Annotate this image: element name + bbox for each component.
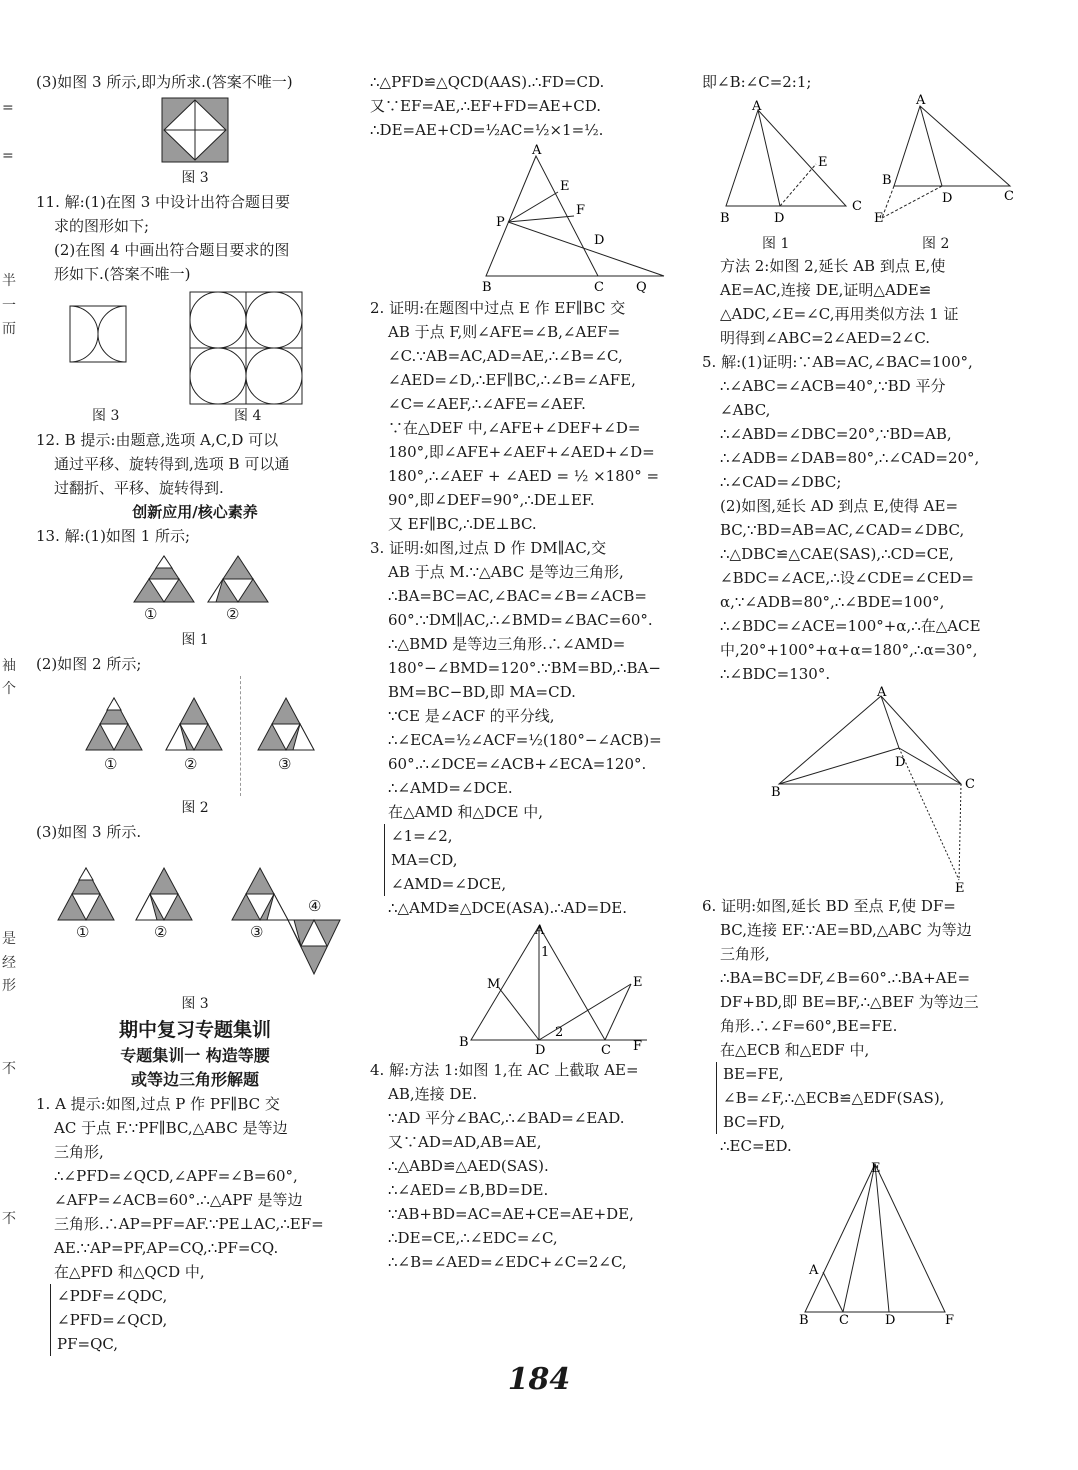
triangle-figure-1: [36, 548, 354, 628]
svg-text:B: B: [799, 1313, 809, 1328]
text-line: ∠AMD=∠DCE,: [391, 875, 507, 893]
text-line: ∴BA=BC=AC,∠BAC=∠B=∠ACB=: [388, 587, 647, 605]
caption-row: [702, 232, 1028, 254]
label-circled-2: ②: [184, 755, 198, 773]
svg-text:A: A: [535, 923, 545, 938]
text-line: AB 于点 F,则∠AFE=∠B,∠AEF=: [388, 323, 621, 341]
text-line: ∴DE=AE+CD=½AC=½×1=½.: [370, 121, 604, 139]
equilateral-triangle-diagram: [419, 922, 643, 1058]
triangle-pattern: [256, 696, 316, 752]
text-line: PF=QC,: [57, 1335, 119, 1353]
chapter-title: 期中复习专题集训: [118, 1019, 271, 1041]
text-line: 角形.∴∠F=60°,BE=FE.: [720, 1017, 898, 1035]
label-circled-1: ①: [104, 755, 118, 773]
text-line: ∴∠AED=∠B,BD=DE.: [388, 1181, 549, 1199]
text-line: 三角形.∴AP=PF=AF.∵PE⊥AC,∴EF=: [54, 1215, 324, 1233]
page-number: 184: [507, 1362, 571, 1397]
svg-text:D: D: [774, 211, 785, 226]
text-line: ∴△AMD≌△DCE(ASA).∴AD=DE.: [388, 899, 627, 917]
text-line: (2)如图,延长 AD 到点 E,使得 AE=: [720, 497, 959, 515]
text-line: 通过平移、旋转得到,选项 B 可以通: [54, 455, 290, 473]
triangle-pattern: [132, 554, 196, 604]
edge-char: 一: [2, 298, 16, 314]
text-line: AE=AC,连接 DE,证明△ADE≌: [720, 281, 932, 299]
triangle-apq-diagram: [404, 144, 654, 294]
svg-text:B: B: [771, 785, 781, 800]
arc-square-figure: [68, 304, 130, 366]
text-line: BE=FE,: [723, 1065, 784, 1083]
figure-row: [36, 286, 354, 404]
triangle-pattern: [206, 554, 270, 604]
square-pattern-figure: [160, 96, 230, 164]
text-line: 13. 解:(1)如图 1 所示;: [36, 527, 191, 545]
caption-row: [36, 404, 354, 428]
text-line: ∴△PFD≌△QCD(AAS).∴FD=CD.: [370, 73, 605, 91]
text-line: 3. 证明:如图,过点 D 作 DM∥AC,交: [370, 539, 607, 557]
text-line: 又∵AD=AD,AB=AE,: [388, 1133, 542, 1151]
text-line: 60°.∴∠DCE=∠ACB+∠ECA=120°.: [388, 755, 647, 773]
text-line: 6. 证明:如图,延长 BD 至点 F,使 DF=: [702, 897, 956, 915]
svg-text:C: C: [852, 199, 862, 214]
svg-text:C: C: [601, 1043, 611, 1058]
label-circled-3: ③: [278, 755, 292, 773]
text-line: BC,连接 EF.∵AE=BD,△ABC 为等边: [720, 921, 972, 939]
svg-text:D: D: [885, 1313, 896, 1328]
figure-caption: 图 3: [92, 408, 120, 424]
text-line: ∵AB+BD=AC=AE+CE=AE+DE,: [388, 1205, 634, 1223]
triangle-pattern: [56, 866, 116, 922]
figure-caption: 图 2: [922, 236, 950, 252]
svg-text:E: E: [560, 179, 570, 194]
text-line: ∴EC=ED.: [720, 1137, 792, 1155]
text-line: ∵AD 平分∠BAC,∴∠BAD=∠EAD.: [388, 1109, 625, 1127]
svg-text:2: 2: [555, 1025, 564, 1040]
text-line: 90°,即∠DEF=90°,∴DE⊥EF.: [388, 491, 595, 509]
text-line: ∵在△DEF 中,∠AFE+∠DEF+∠D=: [388, 419, 641, 437]
svg-text:F: F: [633, 1039, 643, 1054]
brace-group: [384, 824, 688, 896]
text-line: (3)如图 3 所示,即为所求.(答案不唯一): [36, 73, 293, 91]
text-line: 在△AMD 和△DCE 中,: [388, 803, 544, 821]
text-line: DF+BD,即 BE=BF,∴△BEF 为等边三: [720, 993, 979, 1011]
text-line: 12. B 提示:由题意,选项 A,C,D 可以: [36, 431, 279, 449]
svg-text:E: E: [818, 155, 828, 170]
svg-text:1: 1: [541, 945, 550, 960]
text-line: ∴∠BDC=130°.: [720, 665, 831, 683]
edge-char: =: [2, 148, 14, 164]
triangle-abcde-diagram: [745, 685, 985, 896]
svg-text:A: A: [809, 1263, 819, 1278]
figure-caption: 图 1: [181, 632, 209, 648]
figure-caption: 图 3: [181, 170, 209, 186]
text-line: ∴∠ABD=∠DBC=20°,∵BD=AB,: [720, 425, 952, 443]
triangle-abc-fig1: [716, 98, 866, 224]
section-heading: 创新应用/核心素养: [132, 503, 258, 521]
figure-caption: 图 4: [234, 408, 262, 424]
label-circled-1: ①: [76, 923, 90, 941]
text-line: ∵CE 是∠ACF 的平分线,: [388, 707, 555, 725]
text-line: 中,20°+100°+α+α=180°,∴α=30°,: [720, 641, 978, 659]
circles-square-figure: [188, 290, 304, 406]
text-line: 三角形,: [54, 1143, 104, 1161]
svg-text:B: B: [459, 1035, 469, 1050]
text-line: ∠ABC,: [720, 401, 771, 419]
svg-text:F: F: [945, 1313, 955, 1328]
edge-char: 而: [2, 321, 16, 337]
text-line: 1. A 提示:如图,过点 P 作 PF∥BC 交: [36, 1095, 280, 1113]
text-line: ∠C.∵AB=AC,AD=AE,∴∠B=∠C,: [388, 347, 623, 365]
text-line: 又∵EF=AE,∴EF+FD=AE+CD.: [370, 97, 602, 115]
label-circled-4: ④: [308, 897, 322, 915]
text-line: BM=BC−BD,即 MA=CD.: [388, 683, 576, 701]
text-line: ∴DE=CE,∴∠EDC=∠C,: [388, 1229, 558, 1247]
figure-caption: 图 2: [181, 800, 209, 816]
column-3: [702, 70, 1028, 1326]
svg-text:A: A: [532, 143, 542, 158]
svg-text:F: F: [576, 203, 586, 218]
brace-group: [50, 1284, 354, 1356]
text-line: ∠B=∠F,∴△ECB≌△EDF(SAS),: [723, 1089, 945, 1107]
edge-char: 不: [2, 1061, 16, 1077]
svg-text:B: B: [882, 173, 892, 188]
text-line: 三角形,: [720, 945, 770, 963]
text-line: 60°.∵DM∥AC,∴∠BMD=∠BAC=60°.: [388, 611, 653, 629]
text-line: ∠AFP=∠ACB=60°.∴△APF 是等边: [54, 1191, 303, 1209]
svg-text:E: E: [633, 975, 643, 990]
subtitle: 或等边三角形解题: [130, 1070, 259, 1089]
text-line: ∠C=∠AEF,∴∠AFE=∠AEF.: [388, 395, 586, 413]
svg-text:D: D: [895, 755, 906, 770]
figure-row: [702, 94, 1028, 232]
triangle-figure-2: [36, 676, 354, 796]
text-line: ∴∠AMD=∠DCE.: [388, 779, 513, 797]
column-2: [370, 70, 688, 1274]
edge-char: 袖: [2, 658, 16, 674]
svg-text:A: A: [877, 685, 887, 700]
subtitle: 专题集训一 构造等腰: [120, 1046, 270, 1065]
label-circled-3: ③: [250, 923, 264, 941]
edge-char: 经: [2, 955, 16, 971]
text-line: 2. 证明:在题图中过点 E 作 EF∥BC 交: [370, 299, 626, 317]
svg-text:E: E: [955, 881, 965, 896]
text-line: ∴BA=BC=DF,∠B=60°.∴BA+AE=: [720, 969, 971, 987]
text-line: 5. 解:(1)证明:∵AB=AC,∠BAC=100°,: [702, 353, 973, 371]
text-line: 180°,即∠AFE+∠AEF+∠AED+∠D=: [388, 443, 655, 461]
text-line: △ADC,∠E=∠C,再用类似方法 1 证: [720, 305, 959, 323]
label-circled-2: ②: [226, 605, 240, 623]
text-line: 即∠B:∠C=2:1;: [702, 73, 812, 91]
triangle-pattern: [134, 866, 194, 922]
text-line: 在△PFD 和△QCD 中,: [54, 1263, 205, 1281]
text-line: (2)如图 2 所示;: [36, 655, 142, 673]
text-line: ∴∠B=∠AED=∠EDC+∠C=2∠C,: [388, 1253, 627, 1271]
text-line: ∴∠ECA=½∠ACF=½(180°−∠ACB)=: [388, 731, 662, 749]
text-line: ∴△BMD 是等边三角形.∴∠AMD=: [388, 635, 626, 653]
text-line: ∠1=∠2,: [391, 827, 453, 845]
edge-char: 不: [2, 1211, 16, 1227]
triangle-pattern: [164, 696, 224, 752]
svg-text:C: C: [839, 1313, 849, 1328]
svg-text:E: E: [874, 211, 884, 226]
svg-text:M: M: [487, 977, 501, 992]
text-line: ∴∠BDC=∠ACE=100°+α,∴在△ACE: [720, 617, 981, 635]
triangle-pattern: [84, 696, 144, 752]
svg-text:D: D: [942, 191, 953, 206]
text-line: ∴∠ABC=∠ACB=40°,∵BD 平分: [720, 377, 946, 395]
label-circled-1: ①: [144, 605, 158, 623]
svg-text:P: P: [496, 215, 505, 230]
text-line: α,∵∠ADB=80°,∴∠BDE=100°,: [720, 593, 945, 611]
text-line: 在△ECB 和△EDF 中,: [720, 1041, 870, 1059]
text-line: ∠BDC=∠ACE,∴设∠CDE=∠CED=: [720, 569, 974, 587]
text-line: 180°−∠BMD=120°.∵BM=BD,∴BA−: [388, 659, 661, 677]
text-line: ∴△ABD≌△AED(SAS).: [388, 1157, 549, 1175]
triangle-pattern-pair: [230, 866, 342, 978]
svg-text:A: A: [752, 99, 762, 114]
text-line: 180°,∴∠AEF + ∠AED = ½ ×180° =: [388, 467, 660, 485]
edge-char: 是: [2, 931, 16, 947]
text-line: ∠PFD=∠QCD,: [57, 1311, 168, 1329]
svg-text:A: A: [916, 93, 926, 108]
text-line: ∠AED=∠D,∴EF∥BC,∴∠B=∠AFE,: [388, 371, 636, 389]
text-line: 11. 解:(1)在图 3 中设计出符合题目要: [36, 193, 291, 211]
text-line: ∴∠PFD=∠QCD,∠APF=∠B=60°,: [54, 1167, 298, 1185]
triangle-figure-3: [36, 844, 354, 992]
text-line: AE.∵AP=PF,AP=CQ,∴PF=CQ.: [54, 1239, 279, 1257]
text-line: AB 于点 M.∵△ABC 是等边三角形,: [388, 563, 624, 581]
figure-caption: 图 1: [762, 236, 790, 252]
svg-text:E: E: [871, 1161, 881, 1176]
text-line: 又 EF∥BC,∴DE⊥BC.: [388, 515, 537, 533]
triangle-abc-fig2: [870, 94, 1020, 226]
divider: [240, 676, 241, 796]
brace-group: [716, 1062, 1028, 1134]
edge-char: =: [2, 100, 14, 116]
svg-text:C: C: [594, 280, 604, 295]
figure-caption: 图 3: [181, 996, 209, 1012]
svg-text:D: D: [594, 233, 605, 248]
text-line: 4. 解:方法 1:如图 1,在 AC 上截取 AE=: [370, 1061, 639, 1079]
label-circled-2: ②: [154, 923, 168, 941]
text-line: ∴△DBC≌△CAE(SAS),∴CD=CE,: [720, 545, 954, 563]
text-line: 求的图形如下;: [54, 217, 150, 235]
svg-text:C: C: [1004, 189, 1014, 204]
svg-text:Q: Q: [636, 280, 647, 295]
text-line: BC=FD,: [723, 1113, 786, 1131]
text-line: 方法 2:如图 2,延长 AB 到点 E,使: [720, 257, 946, 275]
edge-char: 个: [2, 681, 16, 697]
text-line: ∴∠ADB=∠DAB=80°,∴∠CAD=20°,: [720, 449, 980, 467]
text-line: (3)如图 3 所示.: [36, 823, 142, 841]
text-line: ∴∠CAD=∠DBC;: [720, 473, 842, 491]
column-1: [36, 70, 354, 1356]
svg-text:B: B: [720, 211, 730, 226]
text-line: 明得到∠ABC=2∠AED=2∠C.: [720, 329, 931, 347]
text-line: AC 于点 F.∵PF∥BC,△ABC 是等边: [54, 1119, 288, 1137]
svg-text:D: D: [535, 1043, 546, 1058]
text-line: 形如下.(答案不唯一): [54, 265, 191, 283]
text-line: (2)在图 4 中画出符合题目要求的图: [54, 241, 290, 259]
svg-text:B: B: [482, 280, 492, 295]
text-line: MA=CD,: [391, 851, 458, 869]
left-edge-cropped-text: [0, 0, 18, 1470]
text-line: ∠PDF=∠QDC,: [57, 1287, 168, 1305]
text-line: BC,∵BD=AB=AC,∠CAD=∠DBC,: [720, 521, 965, 539]
edge-char: 形: [2, 978, 16, 994]
triangle-bef-diagram: [765, 1160, 965, 1328]
svg-text:C: C: [965, 777, 975, 792]
text-line: 过翻折、平移、旋转得到.: [54, 479, 224, 497]
text-line: AB,连接 DE.: [388, 1085, 478, 1103]
edge-char: 半: [2, 273, 16, 289]
